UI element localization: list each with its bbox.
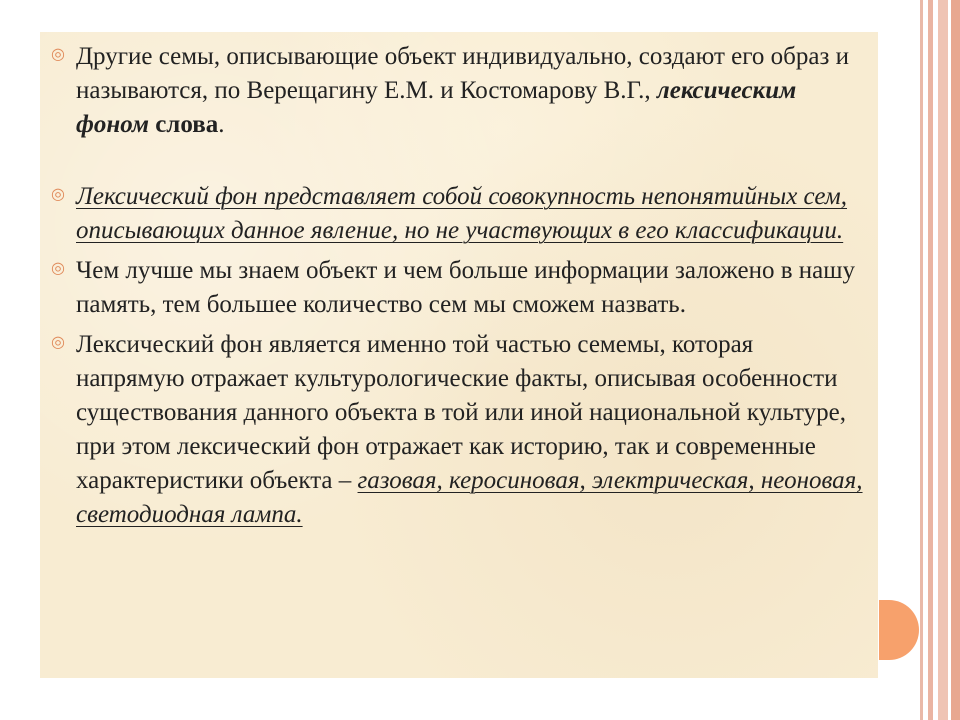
bullet-item <box>46 254 866 322</box>
bullet-text: Чем лучше мы знаем объект и чем больше информации заложено в нашу память, тем большее количество сем мы сможем назвать. <box>76 257 855 318</box>
term-emphasis: лексическим фоном <box>76 77 797 138</box>
decor-stripe <box>928 0 933 720</box>
example-list-text: газовая, керосиновая, электрическая, неоновая, светодиодная лампа. <box>76 467 863 528</box>
orange-accent-tab <box>879 600 919 660</box>
decor-stripe <box>938 0 948 720</box>
bullet-item <box>46 40 866 142</box>
decor-stripe <box>920 0 923 720</box>
bullet-item <box>46 180 866 248</box>
bullet-text-end: . <box>218 111 225 138</box>
term-emphasis-word: слова <box>148 111 219 138</box>
bullet-item <box>46 328 866 532</box>
bullet-marker-icon: ◎ <box>51 260 65 277</box>
bullet-marker-icon: ◎ <box>51 186 65 203</box>
bullet-marker-icon: ◎ <box>51 334 65 351</box>
bullet-marker-icon: ◎ <box>51 46 65 63</box>
decor-stripe <box>951 0 960 720</box>
definition-text: Лексический фон представляет собой совокупность непонятийных сем, описывающих данное явление, но не участвующих в его классификации. <box>76 183 847 244</box>
bullet-list <box>46 40 866 532</box>
bullet-text: Лексический фон является именно той частью семемы, которая напрямую отражает культурологические факты, описывая особенности существования данного объекта в той или иной национальной культуре, при этом лексический фон отражает как историю, так и современные характеристики объекта – <box>76 331 846 494</box>
bullet-text: Другие семы, описывающие объект индивидуально, создают его образ и называются, по Верещагину Е.М. и Костомарову В.Г., <box>76 43 849 104</box>
